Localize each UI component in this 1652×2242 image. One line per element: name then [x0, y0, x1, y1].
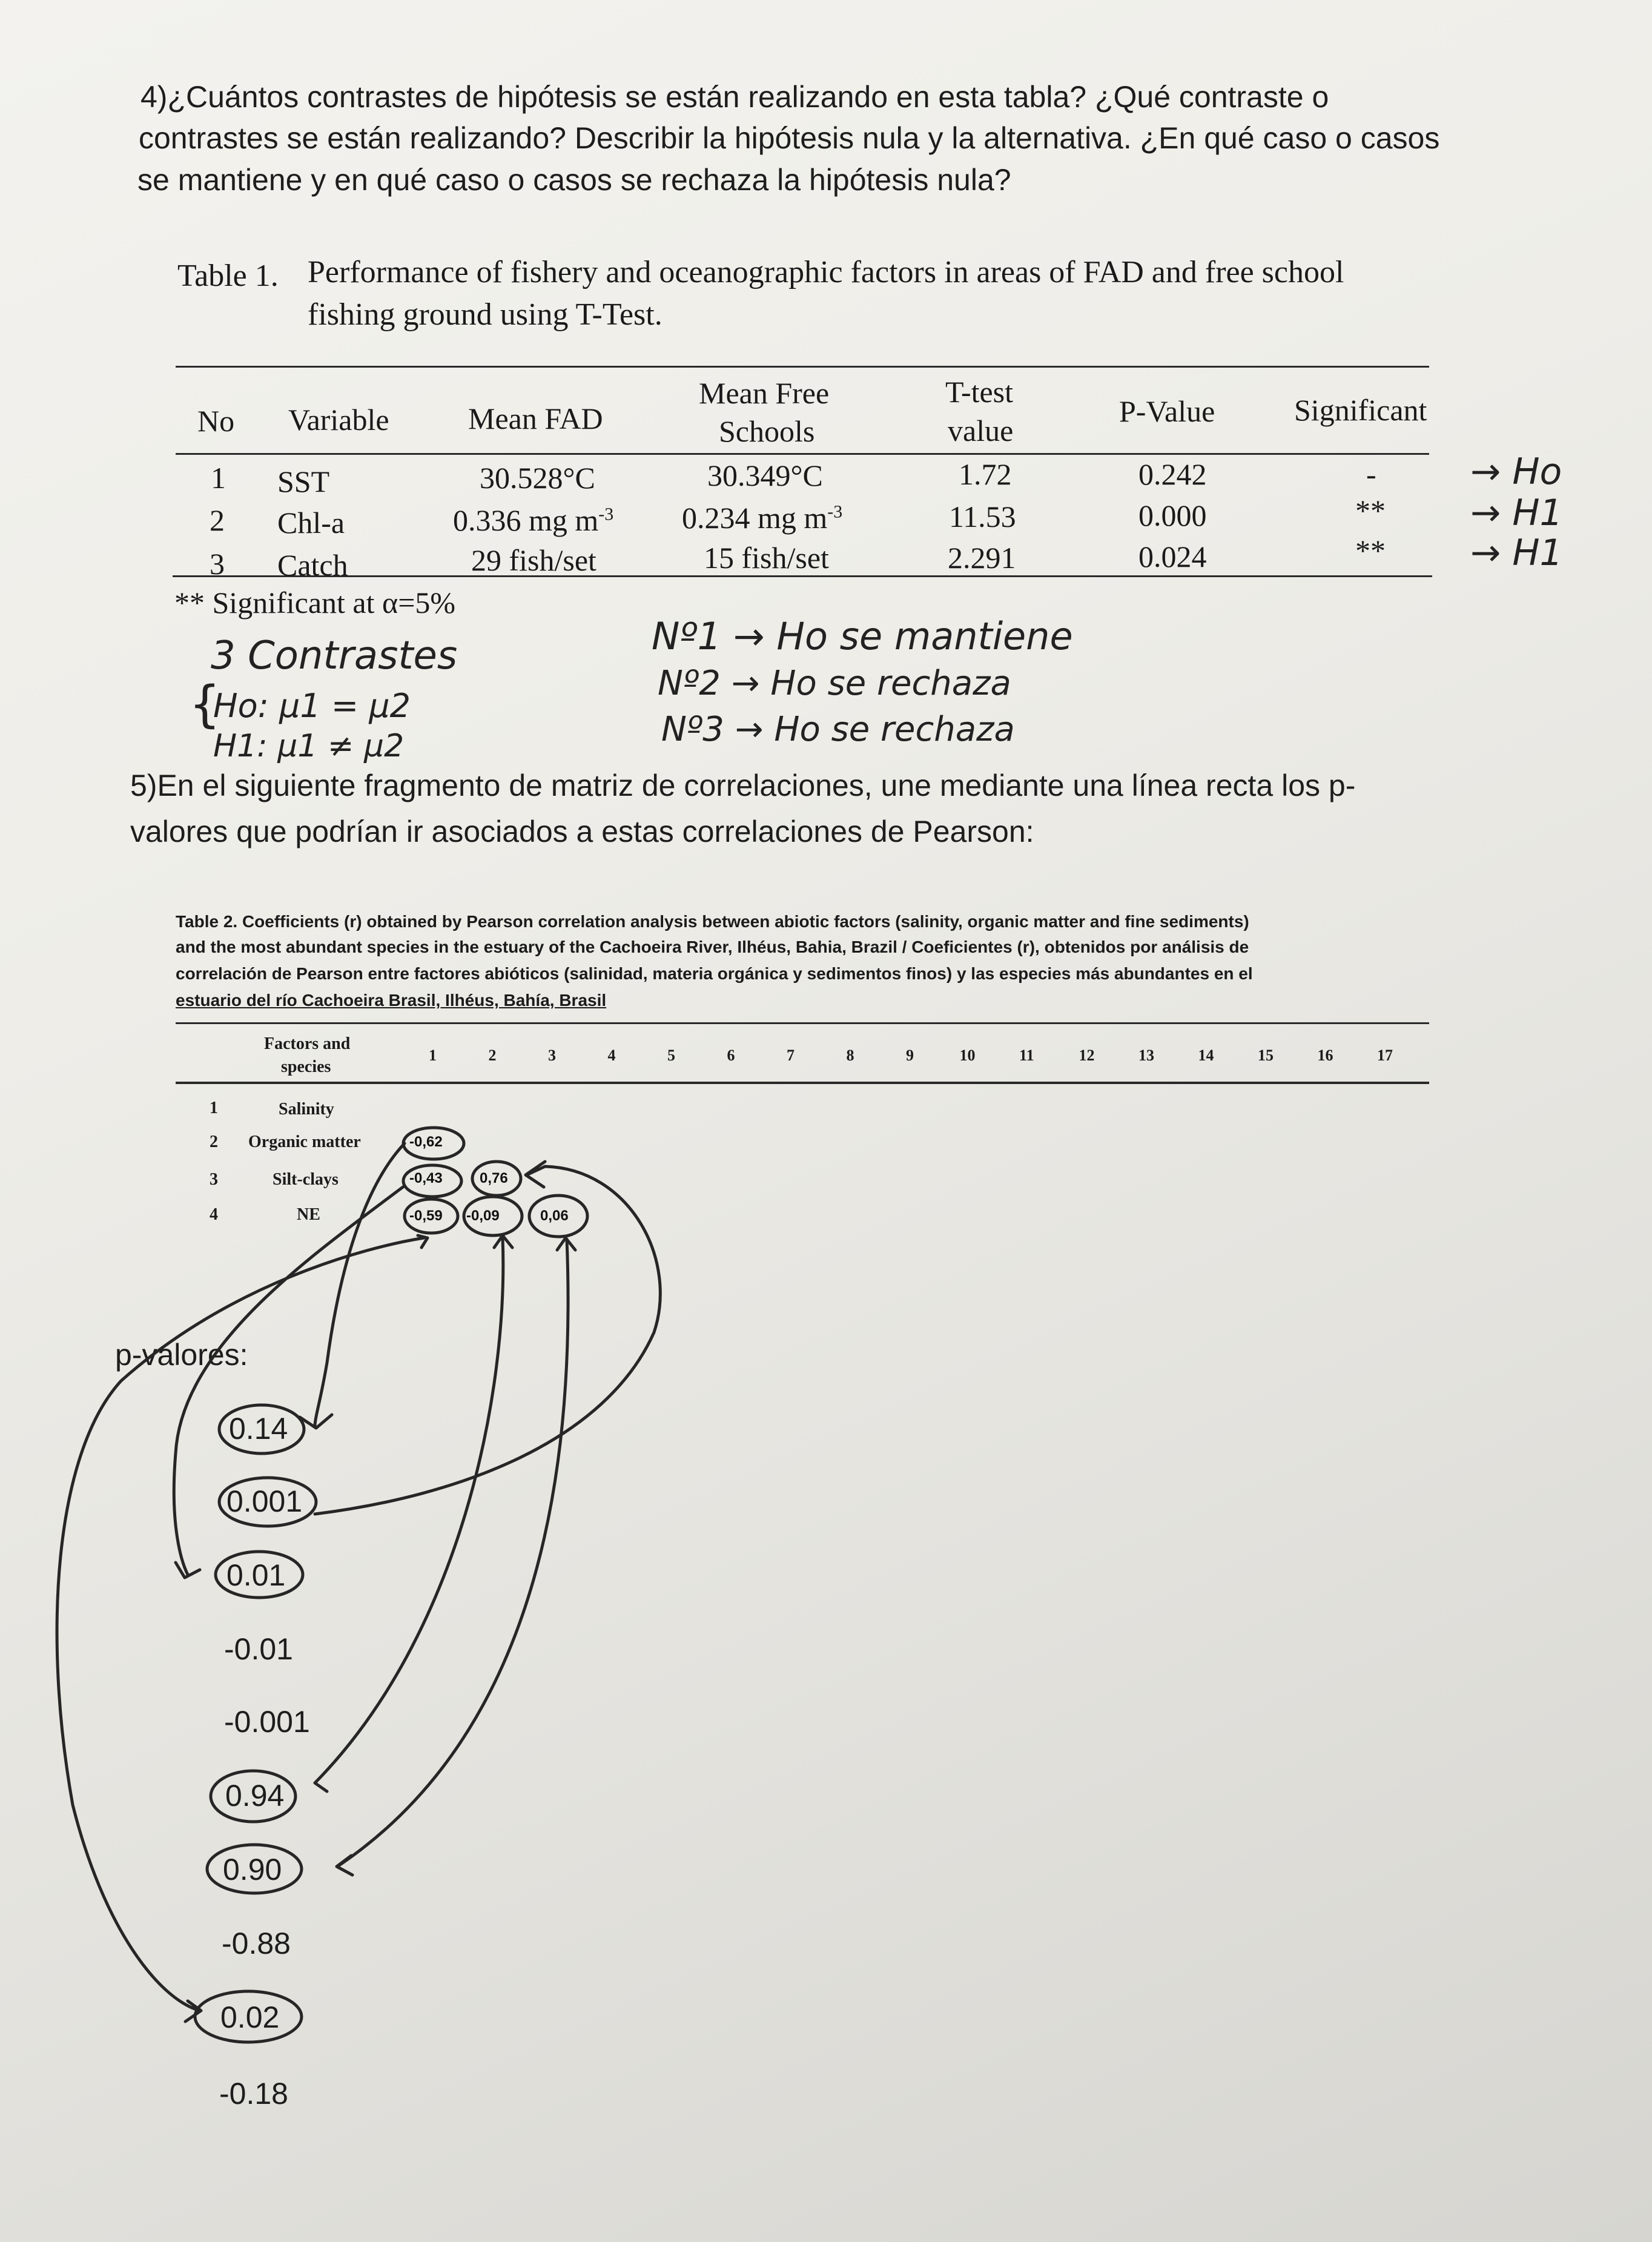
table1-row3-significant: ** — [1355, 534, 1386, 567]
table2-column-header: 11 — [1019, 1047, 1034, 1064]
question-4-line-2: contrastes se están realizando? Describir la hipótesis nula y la alternativa. ¿En qué caso o casos — [139, 121, 1440, 155]
table1-caption-label: Table 1. — [177, 259, 279, 293]
pvalue-item-8: -0.88 — [222, 1926, 291, 1960]
table1-header-mean-free-2: Schools — [719, 414, 815, 448]
table1-row2-pvalue: 0.000 — [1138, 498, 1207, 532]
table2-row1-no: 1 — [210, 1099, 218, 1117]
table1-row3-ttest: 2.291 — [948, 541, 1016, 575]
table2-column-header: 17 — [1377, 1047, 1393, 1064]
pvalue-item-4: -0.01 — [224, 1632, 293, 1666]
table2-column-header: 12 — [1079, 1047, 1095, 1064]
table1-row1-mean-fad: 30.528°C — [480, 461, 595, 495]
circle-cell-r4c2 — [464, 1197, 522, 1235]
table1-row2-mean-free-value: 0.234 mg m — [682, 501, 828, 535]
table2-column-header: 8 — [846, 1047, 854, 1064]
circle-pvalue-0001 — [219, 1478, 316, 1526]
table2-caption-line-2: and the most abundant species in the estuary of the Cachoeira River, Ilhéus, Bahia, Brazil / Coeficientes (r), obtenidos por análisis de — [176, 937, 1249, 956]
handwritten-count: 3 Contrastes — [211, 633, 458, 678]
handwritten-result-1: Nº1 → Ho se mantiene — [652, 614, 1073, 658]
table1-row2-mean-fad-exp: -3 — [598, 504, 614, 524]
question-5-line-1: 5)En el siguiente fragmento de matriz de correlaciones, une mediante una línea recta los p- — [130, 769, 1356, 802]
table2-cell-r4c2: -0,09 — [466, 1208, 500, 1224]
handwritten-h0: Ho: μ1 = μ2 — [213, 687, 411, 725]
table1-header-pvalue: P-Value — [1119, 394, 1215, 428]
arrow-0001-to-076 — [315, 1166, 660, 1514]
table2-row2-no: 2 — [210, 1133, 218, 1151]
pvalue-item-5: -0.001 — [224, 1705, 310, 1739]
table2-column-header: 13 — [1138, 1047, 1154, 1064]
table1-row2-mean-free-exp: -3 — [827, 501, 843, 522]
table2-row4-no: 4 — [210, 1205, 218, 1224]
table2-cell-r2c1: -0,62 — [409, 1134, 443, 1150]
pvalue-item-3: 0.01 — [226, 1558, 286, 1592]
table2-row2-name: Organic matter — [248, 1133, 361, 1151]
table2-header-line-1: Factors and — [264, 1034, 351, 1053]
table1-header-variable: Variable — [288, 403, 389, 437]
table1-row2-mean-fad-value: 0.336 mg m — [453, 503, 599, 537]
table2-column-header: 10 — [959, 1047, 976, 1064]
table1-row1-significant: - — [1366, 457, 1376, 491]
circle-pvalue-094 — [211, 1771, 296, 1822]
table1-row1-ttest: 1.72 — [959, 457, 1012, 491]
pvalue-item-10: -0.18 — [219, 2077, 288, 2111]
circle-cell-r2c1 — [403, 1128, 464, 1159]
table1-header-significant: Significant — [1294, 393, 1427, 427]
table2-row4-name: NE — [297, 1205, 320, 1224]
table1-row1-variable: SST — [277, 465, 330, 498]
pvalue-item-7: 0.90 — [223, 1853, 282, 1887]
question-5-line-2: valores que podrían ir asociados a estas correlaciones de Pearson: — [130, 815, 1034, 848]
arrow-059-to-002 — [57, 1238, 424, 2011]
table2-column-header: 5 — [667, 1047, 675, 1064]
table1-header-mean-free-1: Mean Free — [699, 376, 830, 410]
table1-footnote: ** Significant at α=5% — [174, 586, 456, 620]
arrowhead-001 — [176, 1562, 200, 1578]
question-4-line-1: 4)¿Cuántos contrastes de hipótesis se están realizando en esta tabla? ¿Qué contraste o — [140, 80, 1329, 114]
table2-caption-line-1: Table 2. Coefficients (r) obtained by Pearson correlation analysis between abiotic factors (salinity, organic matter and fine sediments) — [176, 912, 1249, 931]
circle-pvalue-090 — [207, 1845, 302, 1893]
handwritten-row1-note: → Ho — [1470, 451, 1562, 493]
table2-column-header: 7 — [787, 1047, 795, 1064]
pvalue-item-6: 0.94 — [225, 1779, 285, 1813]
table1-row3-mean-free: 15 fish/set — [704, 541, 829, 575]
handwritten-result-3: Nº3 → Ho se rechaza — [661, 710, 1015, 749]
table1-header-no: No — [197, 404, 235, 438]
table1-caption-line-1: Performance of fishery and oceanographic factors in areas of FAD and free school — [308, 255, 1344, 289]
table1-header-mean-fad: Mean FAD — [468, 402, 603, 435]
handwritten-result-2: Nº2 → Ho se rechaza — [658, 664, 1011, 703]
table2-cell-r3c2: 0,76 — [480, 1170, 508, 1186]
table1-row1-no: 1 — [211, 461, 226, 495]
handwritten-h1: H1: μ1 ≠ μ2 — [213, 728, 405, 764]
pvalue-item-9: 0.02 — [220, 2000, 280, 2034]
table1-row2-no: 2 — [210, 503, 225, 537]
table2-caption-line-3: correlación de Pearson entre factores abióticos (salinidad, materia orgánica y sedimentos finos) y las especies más abundantes en el — [176, 964, 1253, 983]
circle-cell-r3c2 — [472, 1162, 521, 1195]
table2-column-header: 4 — [607, 1047, 616, 1064]
arrow-043-to-001 — [174, 1186, 405, 1575]
table2-column-header: 15 — [1258, 1047, 1274, 1064]
table2-row3-no: 3 — [210, 1170, 218, 1189]
arrowhead-059 — [418, 1235, 428, 1248]
handwritten-brace: { — [189, 676, 221, 733]
table2-caption-line-4: estuario del río Cachoeira Brasil, Ilhéus, Bahía, Brasil — [176, 991, 607, 1010]
table2-row3-name: Silt-clays — [273, 1170, 339, 1189]
circle-pvalue-001 — [216, 1552, 303, 1598]
table1-row1-pvalue: 0.242 — [1138, 457, 1207, 491]
table1-row3-no: 3 — [210, 547, 225, 581]
table1-caption-line-2: fishing ground using T-Test. — [308, 297, 662, 332]
table2-column-header: 14 — [1198, 1047, 1214, 1064]
arrowhead-076 — [526, 1162, 545, 1187]
table1-row3-variable: Catch — [277, 548, 348, 582]
arrow-062-to-014 — [315, 1143, 405, 1426]
table2-column-header: 9 — [906, 1047, 914, 1064]
table2-cell-r4c1: -0,59 — [409, 1208, 443, 1224]
table2-row1-name: Salinity — [279, 1100, 334, 1119]
table2-column-header: 2 — [488, 1047, 497, 1064]
table2-column-header: 3 — [548, 1047, 556, 1064]
pvalues-label: p-valores: — [115, 1338, 248, 1372]
pvalue-item-2: 0.001 — [226, 1484, 303, 1518]
handwritten-row2-note: → H1 — [1470, 492, 1563, 534]
circle-cell-r4c1 — [405, 1199, 458, 1233]
table2-column-header: 6 — [727, 1047, 735, 1064]
table1-row2-variable: Chl-a — [277, 506, 345, 540]
pvalue-item-1: 0.14 — [229, 1412, 288, 1446]
table1-row3-mean-fad: 29 fish/set — [471, 543, 596, 577]
table1-row2-significant: ** — [1355, 494, 1386, 527]
table1-header-ttest-2: value — [948, 414, 1014, 448]
table2-cell-r3c1: -0,43 — [409, 1170, 443, 1186]
arrow-094-tail — [315, 1783, 327, 1791]
table2-column-header: 16 — [1317, 1047, 1333, 1064]
table1-header-ttest-1: T-test — [945, 375, 1014, 409]
table1-row2-ttest: 11.53 — [949, 500, 1016, 534]
table1-row3-pvalue: 0.024 — [1138, 540, 1207, 574]
table2-header-line-2: species — [281, 1057, 331, 1076]
table2-cell-r4c3: 0,06 — [540, 1208, 569, 1224]
table1-row1-mean-free: 30.349°C — [707, 458, 823, 492]
circle-pvalue-002 — [195, 1991, 302, 2042]
handwritten-row3-note: → H1 — [1470, 532, 1563, 574]
circle-cell-r3c1 — [403, 1165, 461, 1197]
question-4-line-3: se mantiene y en qué caso o casos se rechaza la hipótesis nula? — [137, 163, 1011, 197]
circle-pvalue-014 — [219, 1405, 304, 1453]
table2-column-header: 1 — [429, 1047, 437, 1064]
circle-cell-r4c3 — [529, 1195, 587, 1237]
